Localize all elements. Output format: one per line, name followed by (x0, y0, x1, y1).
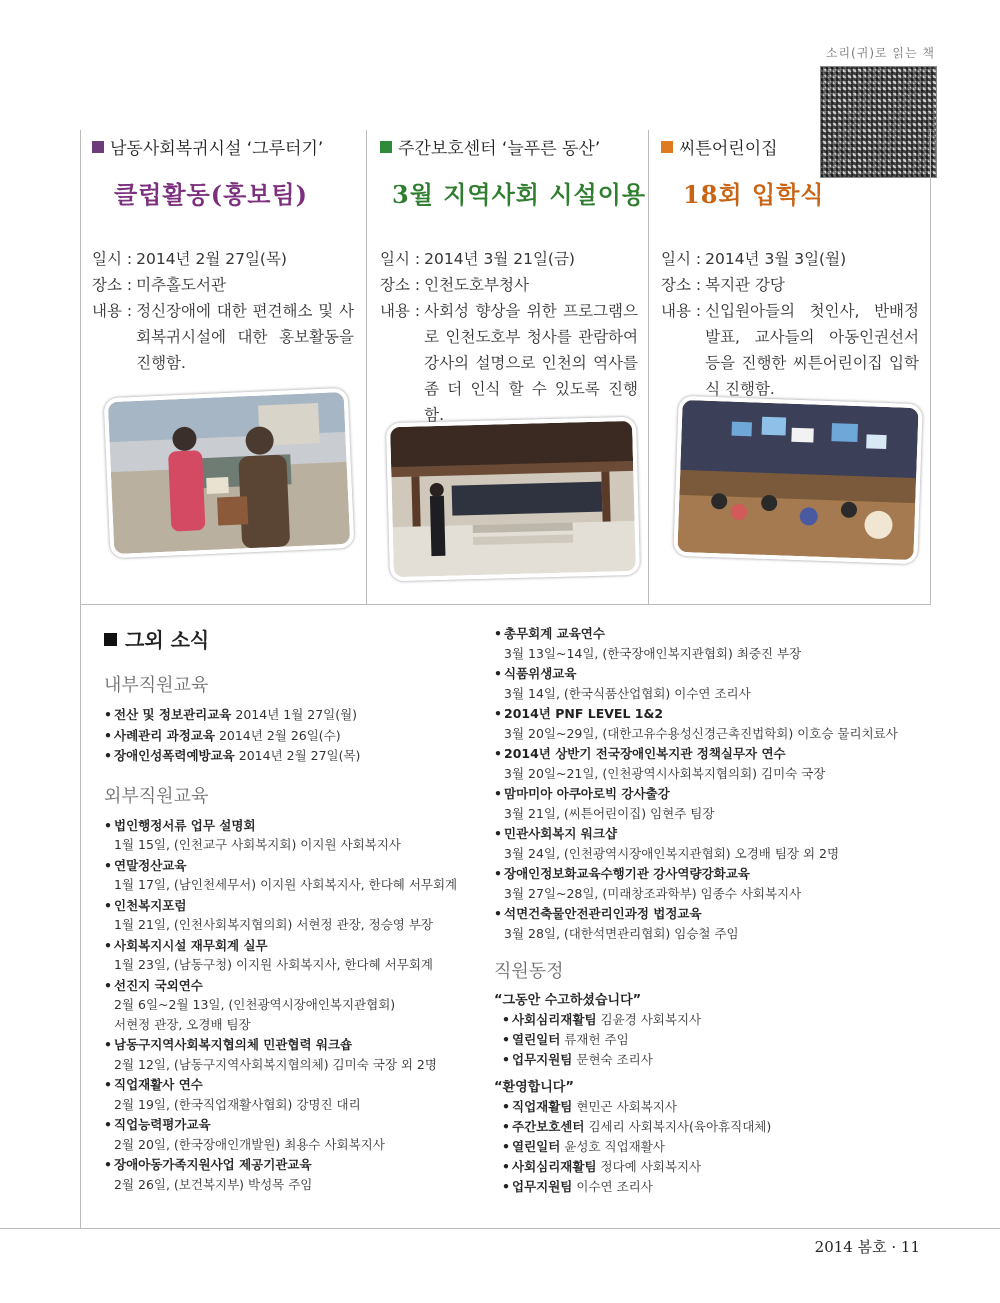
item-detail: 1월 23일, (남동구청) 이지원 사회복지사, 한다혜 서무회계 (114, 957, 433, 972)
staff-team: • 열린일터 (502, 1139, 560, 1154)
list-item (104, 705, 474, 725)
staff-team: • 사회심리재활팀 (502, 1012, 597, 1027)
item-title: • 직업능력평가교육 (104, 1115, 474, 1135)
club-activity-photo (104, 388, 355, 558)
activity-section (92, 134, 360, 376)
staff-item (502, 1117, 930, 1137)
photo-illustration (108, 392, 350, 554)
staff-team: • 업무지원팀 (502, 1179, 572, 1194)
item-title: • 석면건축물안전관리인과정 법정교육 (494, 904, 930, 924)
staff-person: 현민곤 사회복지사 (576, 1099, 677, 1114)
item-title: • 장애인성폭력예방교육 (104, 746, 235, 766)
staff-person: 김세리 사회복지사(육아휴직대체) (588, 1119, 772, 1134)
staff-team: • 열린일터 (502, 1032, 560, 1047)
local-facility-photo (386, 417, 640, 581)
staff-item (502, 1137, 930, 1157)
item-detail: 3월 24일, (인천광역시장애인복지관협회) 오경배 팀장 외 2명 (504, 845, 840, 861)
item-detail: 2월 20일, (한국장애인개발원) 최용수 사회복지사 (114, 1136, 385, 1152)
activity-section (380, 134, 647, 428)
other-news-right (494, 624, 930, 1197)
item-title: • 직업재활사 연수 (104, 1075, 474, 1095)
section-subtitle: 3월 지역사회 시설이용 (392, 180, 647, 209)
list-item (104, 816, 474, 855)
staff-team: • 업무지원팀 (502, 1052, 572, 1067)
item-title: • 사례관리 과정교육 (104, 726, 215, 746)
staff-person: 윤성호 직업재활사 (564, 1139, 665, 1154)
section-title: 주간보호센터 ‘늘푸른 동산’ (380, 134, 642, 159)
staff-team: • 직업재활팀 (502, 1099, 572, 1114)
square-bullet-icon (661, 141, 673, 153)
list-item (104, 856, 474, 895)
staff-item (502, 1050, 930, 1070)
external-training-heading: 외부직원교육 (104, 785, 209, 807)
entrance-ceremony-photo (673, 396, 922, 564)
section-subtitle: 18회 입학식 (683, 180, 825, 209)
list-item (494, 664, 930, 703)
welcome-heading: “환영합니다” (494, 1080, 574, 1095)
list-item (494, 744, 930, 783)
bottom-rule (0, 1228, 1000, 1229)
sound-book-label: 소리(귀)로 읽는 책 (825, 46, 935, 60)
list-item (104, 936, 474, 975)
item-title: • 연말정산교육 (104, 856, 474, 876)
page-footer: 2014 봄호 · 11 (814, 1238, 920, 1256)
photo-illustration (390, 421, 636, 577)
item-title: • 2014년 PNF LEVEL 1&2 (494, 704, 930, 724)
item-title: • 전산 및 정보관리교육 (104, 705, 231, 725)
item-title: • 선진지 국외연수 (104, 976, 474, 996)
staff-person: 김윤경 사회복지사 (600, 1012, 702, 1027)
square-bullet-icon (380, 141, 392, 153)
list-item (104, 726, 474, 746)
item-detail: 2월 19일, (한국직업재활사협회) 강명진 대리 (114, 1096, 361, 1112)
item-detail: 3월 14일, (한국식품산업협회) 이수연 조리사 (504, 685, 751, 701)
item-detail: 3월 28일, (대한석면관리협회) 임승철 주임 (504, 925, 739, 941)
section-subtitle: 클럽활동(홍보팀) (114, 180, 308, 209)
column-divider (648, 130, 649, 604)
staff-item (502, 1177, 930, 1197)
list-item (104, 1155, 474, 1194)
item-title: • 맘마미아 아쿠아로빅 강사출강 (494, 784, 930, 804)
external-training-list-cont (494, 624, 930, 943)
list-item (104, 896, 474, 935)
item-title: • 사회복지시설 재무회계 실무 (104, 936, 474, 956)
item-title: • 남동구지역사회복지협의체 민관협력 워크숍 (104, 1035, 474, 1055)
staff-team: • 주간보호센터 (502, 1119, 584, 1134)
staff-person: 문현숙 조리사 (576, 1052, 653, 1067)
section-info: 일시 : 2014년 2월 27일(목) 장소 : 미추홀도서관 내용 : 정신장애에 대한 편견해소 및 사회복귀시설에 대한 홍보활동을 진행함. (92, 250, 354, 372)
news-title: 그외 소식 (104, 624, 474, 653)
list-item (494, 864, 930, 903)
other-news-left (104, 624, 474, 1195)
item-title: • 장애인정보화교육수행기관 강사역량강화교육 (494, 864, 930, 884)
item-detail: 3월 20일~29일, (대한고유수용성신경근촉진법학회) 이호승 물리치료사 (504, 725, 898, 741)
item-detail: 2월 12일, (남동구지역사회복지협의체) 김미숙 국장 외 2명 (114, 1056, 437, 1072)
item-detail: 1월 21일, (인천사회복지협의회) 서현정 관장, 정승영 부장 (114, 917, 433, 932)
activity-section (661, 134, 923, 402)
internal-training-list (104, 705, 474, 766)
list-item (104, 1115, 474, 1154)
item-title: • 식품위생교육 (494, 664, 930, 684)
staff-person: 정다예 사회복지사 (600, 1159, 702, 1174)
welcome-list (494, 1097, 930, 1197)
item-title: • 총무회계 교육연수 (494, 624, 930, 644)
list-item (494, 904, 930, 943)
square-bullet-icon (104, 633, 117, 646)
list-item (104, 976, 474, 1035)
item-title: • 2014년 상반기 전국장애인복지관 정책실무자 연수 (494, 744, 930, 764)
item-title: • 인천복지포럼 (104, 896, 474, 916)
list-item (104, 1075, 474, 1114)
item-detail: 서현정 관장, 오경배 팀장 (114, 1016, 251, 1032)
list-item (494, 624, 930, 663)
column-divider (366, 130, 367, 604)
list-item (494, 824, 930, 863)
section-title: 씨튼어린이집 (661, 134, 923, 159)
section-info: 일시 : 2014년 3월 3일(월) 장소 : 복지관 강당 내용 : 신입원아들의 첫인사, 반배정 발표, 교사들의 아동인권선서 등을 진행한 씨튼어린이집 입학식 진행함. (661, 250, 919, 398)
item-title: • 법인행정서류 업무 설명회 (104, 816, 474, 836)
item-detail: 3월 27일~28일, (미래창조과학부) 임종수 사회복지사 (504, 885, 802, 901)
item-detail: 2014년 1월 27일(월) (235, 707, 358, 722)
staff-item (502, 1030, 930, 1050)
list-item (494, 704, 930, 743)
item-detail: 1월 17일, (남인천세무서) 이지원 사회복지사, 한다혜 서무회계 (114, 877, 458, 892)
item-title: • 장애아동가족지원사업 제공기관교육 (104, 1155, 474, 1175)
staff-item (502, 1097, 930, 1117)
item-detail: 1월 15일, (인천교구 사회복지회) 이지원 사회복지사 (114, 837, 401, 852)
item-detail: 3월 21일, (씨튼어린이집) 임현주 팀장 (504, 805, 715, 821)
item-detail: 2014년 2월 26일(수) (218, 727, 341, 743)
section-title: 남동사회복귀시설 ‘그루터기’ (92, 134, 360, 159)
list-item (494, 784, 930, 823)
farewell-list (494, 1010, 930, 1070)
item-detail: 2월 26일, (보건복지부) 박성목 주임 (114, 1176, 313, 1192)
farewell-heading: “그동안 수고하셨습니다” (494, 993, 642, 1008)
external-training-list (104, 816, 474, 1195)
section-info: 일시 : 2014년 3월 21일(금) 장소 : 인천도호부청사 내용 : 사회성 향상을 위한 프로그램으로 인천도호부 청사를 관람하여 강사의 설명으로 인천의 역사를 좀 더 인식 할 수 있도록 진행함. (380, 250, 638, 424)
staff-item (502, 1157, 930, 1177)
internal-training-heading: 내부직원교육 (104, 675, 209, 696)
item-detail: 2월 6일~2월 13일, (인천광역시장애인복지관협회) (114, 997, 396, 1012)
item-detail: 3월 20일~21일, (인천광역시사회복지협의회) 김미숙 국장 (504, 765, 826, 781)
list-item (104, 746, 474, 766)
photo-illustration (677, 400, 918, 560)
staff-item (502, 1010, 930, 1030)
item-title: • 민관사회복지 워크샵 (494, 824, 930, 844)
news-frame-line (80, 604, 81, 1228)
item-detail: 3월 13일~14일, (한국장애인복지관협회) 최중진 부장 (504, 645, 802, 661)
item-detail: 2014년 2월 27일(목) (238, 748, 361, 763)
square-bullet-icon (92, 141, 104, 153)
list-item (104, 1035, 474, 1074)
staff-person: 류재헌 주임 (564, 1032, 629, 1047)
staff-team: • 사회심리재활팀 (502, 1159, 597, 1174)
staff-news-heading: 직원동정 (494, 961, 564, 982)
staff-person: 이수연 조리사 (576, 1179, 653, 1194)
